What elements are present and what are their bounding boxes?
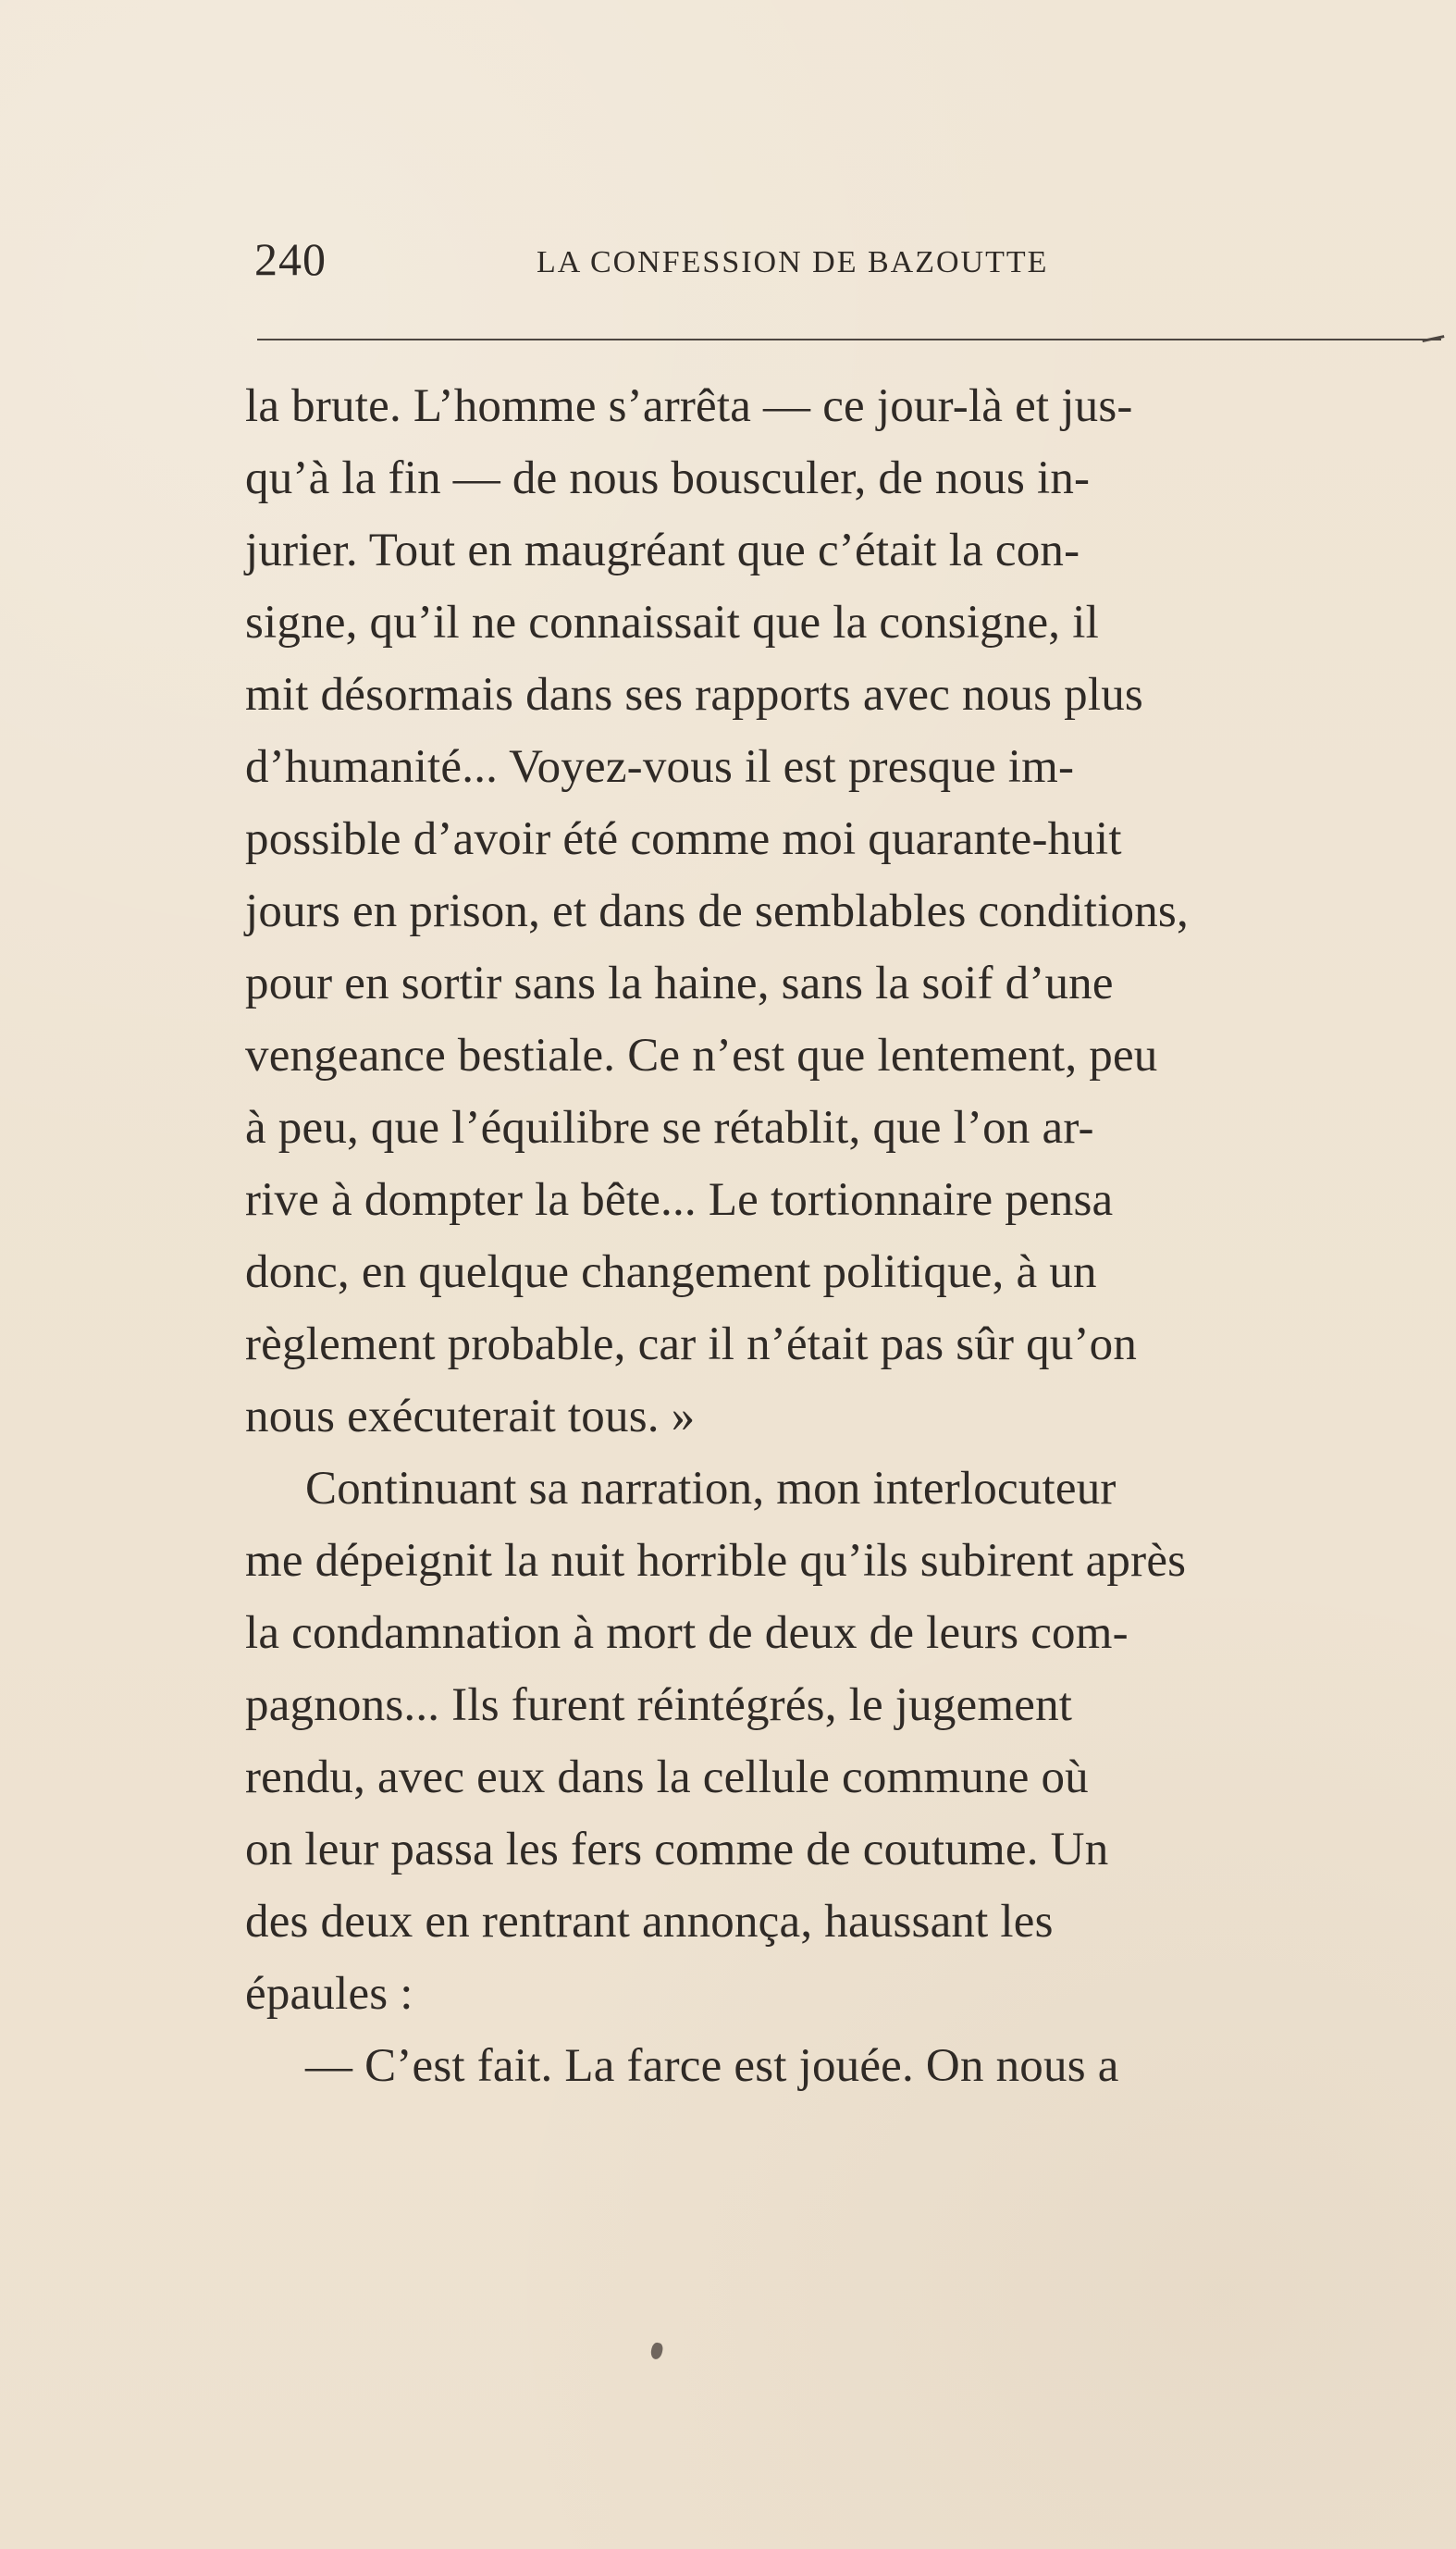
page-number: 240 (254, 233, 327, 285)
text-line-15: nous exécuterait tous. » (245, 1391, 696, 1442)
text-line-5: mit désormais dans ses rapports avec nous plus (245, 669, 1143, 721)
text-line-4: signe, qu’il ne connaissait que la consigne, il (245, 597, 1099, 649)
text-line-24: — C’est fait. La farce est jouée. On nous a (305, 2040, 1119, 2092)
text-line-12: rive à dompter la bête... Le tortionnaire pensa (245, 1174, 1114, 1226)
text-line-22: des deux en rentrant annonça, haussant les (245, 1896, 1054, 1948)
text-line-13: donc, en quelque changement politique, à un (245, 1246, 1097, 1298)
header-rule (257, 339, 1441, 340)
page-header (254, 233, 1429, 301)
text-line-23: épaules : (245, 1968, 413, 2020)
text-line-6: d’humanité... Voyez-vous il est presque im- (245, 741, 1075, 793)
text-line-10: vengeance bestiale. Ce n’est que lentement, peu (245, 1030, 1158, 1082)
text-line-8: jours en prison, et dans de semblables conditions, (245, 885, 1189, 937)
text-line-17: me dépeignit la nuit horrible qu’ils subirent après (245, 1535, 1187, 1587)
running-title: LA CONFESSION DE BAZOUTTE (537, 245, 1049, 279)
text-line-14: règlement probable, car il n’était pas sûr qu’on (245, 1318, 1138, 1370)
text-line-20: rendu, avec eux dans la cellule commune où (245, 1751, 1089, 1803)
text-line-19: pagnons... Ils furent réintégrés, le jugement (245, 1679, 1073, 1731)
text-line-1: la brute. L’homme s’arrêta — ce jour-là et jus- (245, 380, 1133, 432)
text-line-2: qu’à la fin — de nous bousculer, de nous in- (245, 452, 1091, 504)
text-line-9: pour en sortir sans la haine, sans la soif d’une (245, 958, 1114, 1009)
text-line-16: Continuant sa narration, mon interlocuteur (305, 1463, 1117, 1515)
body-text (245, 370, 1456, 2102)
text-line-7: possible d’avoir été comme moi quarante-huit (245, 813, 1122, 865)
text-line-18: la condamnation à mort de deux de leurs com- (245, 1607, 1129, 1659)
text-line-3: jurier. Tout en maugréant que c’était la con- (245, 525, 1080, 576)
text-line-21: on leur passa les fers comme de coutume. Un (245, 1824, 1109, 1875)
text-line-11: à peu, que l’équilibre se rétablit, que l’on ar- (245, 1102, 1094, 1154)
ink-spot (649, 2342, 663, 2360)
